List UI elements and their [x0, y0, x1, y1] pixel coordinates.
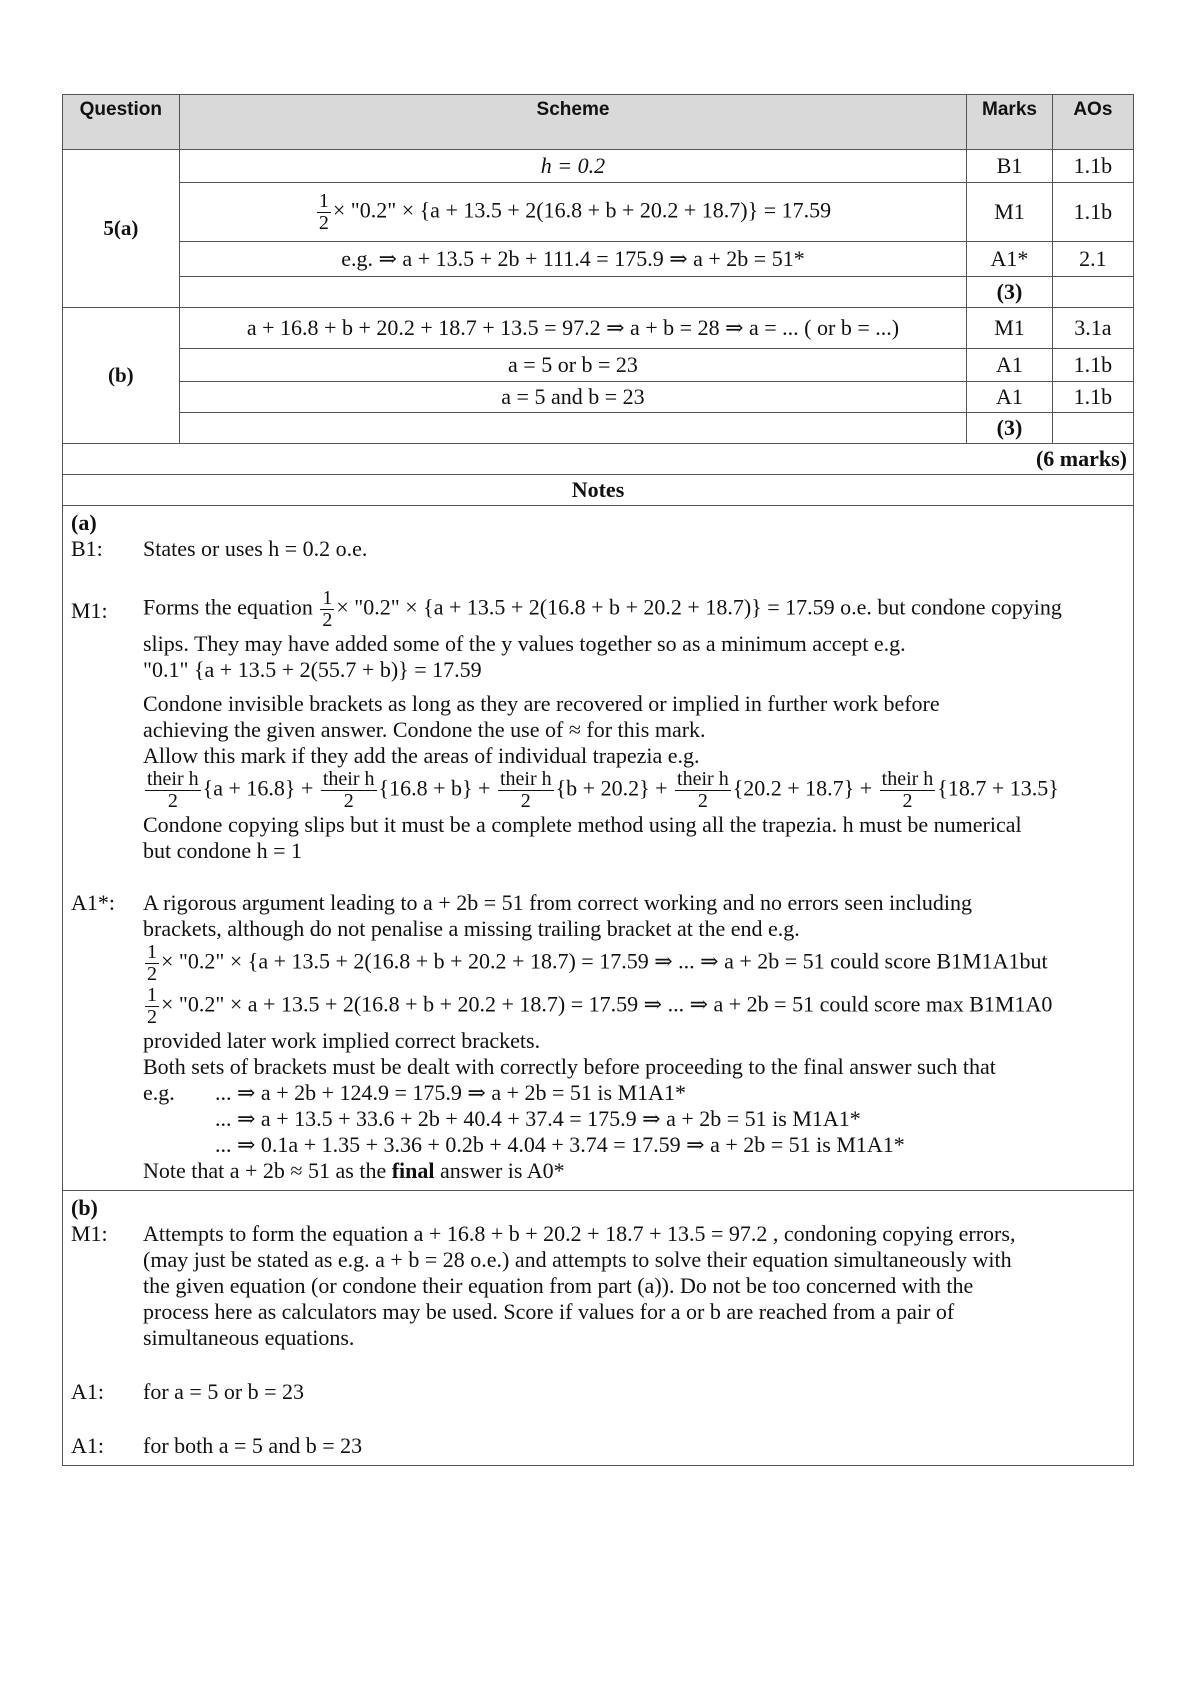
marks-subtotal: (3) [967, 277, 1052, 308]
table-row [63, 413, 1134, 444]
note-label: A1: [71, 1379, 104, 1404]
scheme-table [62, 94, 1134, 506]
question-label-5a: 5(a) [63, 150, 180, 308]
note-b-m1 [71, 1221, 1125, 1351]
note-line: but condone h = 1 [143, 838, 303, 863]
note-text: A rigorous argument leading to a + 2b = 51 from correct working and no errors seen including [143, 890, 973, 915]
fraction-numerator: 1 [147, 941, 157, 963]
ao-cell [1052, 413, 1133, 444]
trapezium-term: {b + 20.2} + [555, 775, 668, 801]
example-line: ... ⇒ 0.1a + 1.35 + 3.36 + 0.2b + 4.04 + 3.74 = 17.59 ⇒ a + 2b = 51 is M1A1* [215, 1132, 905, 1157]
note-line: Attempts to form the equation a + 16.8 + b + 20.2 + 18.7 + 13.5 = 97.2 , condoning copying errors, [143, 1221, 1016, 1246]
notes-part-b [63, 1190, 1133, 1465]
header-marks: Marks [967, 95, 1052, 150]
marks-cell: A1 [967, 349, 1052, 382]
marks-cell: A1* [967, 242, 1052, 277]
note-label: A1*: [71, 890, 115, 915]
notes-heading-row [63, 475, 1134, 506]
table-row [63, 150, 1134, 183]
header-scheme: Scheme [179, 95, 967, 150]
trapezium-term: {16.8 + b} + [378, 775, 491, 801]
scheme-cell: e.g. ⇒ a + 13.5 + 2b + 111.4 = 175.9 ⇒ a + 2b = 51* [179, 242, 967, 277]
note-bold: final [391, 1158, 435, 1183]
note-text: States or uses h = 0.2 o.e. [143, 536, 368, 561]
fraction-denominator: 2 [697, 790, 708, 812]
note-line: Condone invisible brackets as long as they are recovered or implied in further work before [143, 691, 940, 716]
part-b-heading: (b) [71, 1195, 98, 1220]
ao-cell: 1.1b [1052, 150, 1133, 183]
fraction-numerator: 1 [318, 189, 329, 212]
fraction-numerator: their h [147, 768, 199, 790]
note-line [143, 1158, 1125, 1184]
fraction-numerator: their h [677, 768, 729, 790]
note-line: slips. They may have added some of the y values together so as a minimum accept e.g. [143, 631, 906, 656]
eg-label: e.g. [143, 1080, 175, 1105]
trapezium-term: {20.2 + 18.7} + [732, 775, 873, 801]
fraction-denominator: 2 [147, 1006, 157, 1028]
note-line: achieving the given answer. Condone the use of ≈ for this mark. [143, 717, 706, 742]
marks-cell: M1 [967, 308, 1052, 349]
note-line: Condone copying slips but it must be a complete method using all the trapezia. h must be numerical [143, 812, 1022, 837]
table-row [63, 349, 1134, 382]
header-question: Question [63, 95, 180, 150]
part-a-heading: (a) [71, 510, 97, 535]
fraction [145, 985, 159, 1028]
fraction-denominator: 2 [147, 963, 157, 985]
fraction-denominator: 2 [520, 790, 531, 812]
ao-cell: 1.1b [1052, 382, 1133, 413]
note-line: the given equation (or condone their equation from part (a)). Do not be too concerned with the [143, 1273, 974, 1298]
note-text: for a = 5 or b = 23 [143, 1379, 305, 1404]
note-line: Both sets of brackets must be dealt with correctly before proceeding to the final answer such that [143, 1054, 996, 1079]
scheme-equation: × "0.2" × {a + 13.5 + 2(16.8 + b + 20.2 + 18.7)} = 17.59 [332, 197, 832, 223]
note-line: simultaneous equations. [143, 1325, 355, 1350]
ao-cell: 1.1b [1052, 183, 1133, 242]
fraction-denominator: 2 [167, 790, 178, 812]
fraction [320, 588, 334, 631]
fraction-numerator: 1 [147, 984, 157, 1006]
scheme-cell [179, 183, 967, 242]
note-label: M1: [71, 1221, 108, 1246]
header-aos: AOs [1052, 95, 1133, 150]
fraction-denominator: 2 [322, 609, 333, 631]
note-text [143, 588, 1125, 631]
note-line: "0.1" {a + 13.5 + 2(55.7 + b)} = 17.59 [143, 657, 482, 682]
m1-details [71, 631, 1125, 864]
equation-text: × "0.2" × {a + 13.5 + 2(16.8 + b + 20.2 + 18.7) = 17.59 ⇒ ... ⇒ a + 2b = 51 could score B1M1A1but [161, 948, 1048, 974]
ao-cell: 3.1a [1052, 308, 1133, 349]
fraction-numerator: 1 [322, 587, 333, 609]
a1-equation [143, 985, 1125, 1028]
note-text [143, 1221, 1125, 1351]
m1-pre: Forms the equation [143, 594, 313, 620]
note-a1-star [71, 890, 1125, 916]
examples-list [215, 1080, 1125, 1158]
scheme-cell [179, 413, 967, 444]
fraction [321, 769, 377, 812]
note-text: for both a = 5 and b = 23 [143, 1433, 363, 1458]
scheme-cell: h = 0.2 [179, 150, 967, 183]
table-header-row [63, 95, 1134, 150]
table-row [63, 308, 1134, 349]
mark-scheme [62, 94, 1134, 1466]
marks-cell: A1 [967, 382, 1052, 413]
example-line: ... ⇒ a + 13.5 + 33.6 + 2b + 40.4 + 37.4 = 175.9 ⇒ a + 2b = 51 is M1A1* [215, 1106, 861, 1131]
note-label: A1: [71, 1433, 104, 1458]
note-fragment: answer is A0* [440, 1158, 565, 1183]
ao-cell: 1.1b [1052, 349, 1133, 382]
note-label: M1: [71, 598, 108, 623]
fraction [498, 769, 554, 812]
table-row [63, 382, 1134, 413]
note-b1 [71, 536, 1125, 562]
marks-subtotal: (3) [967, 413, 1052, 444]
note-fragment: Note that a + 2b ≈ 51 as the [143, 1158, 387, 1183]
ao-cell [1052, 277, 1133, 308]
fraction [317, 191, 331, 234]
note-line: (may just be stated as e.g. a + b = 28 o.e.) and attempts to solve their equation simultaneously with [143, 1247, 1012, 1272]
note-line: process here as calculators may be used. Score if values for a or b are reached from a pair of [143, 1299, 955, 1324]
notes-part-a [63, 506, 1133, 1190]
table-row [63, 183, 1134, 242]
note-b-a1-both [71, 1433, 1125, 1459]
scheme-cell: a = 5 and b = 23 [179, 382, 967, 413]
fraction [880, 769, 936, 812]
fraction-numerator: their h [881, 768, 934, 790]
scheme-cell: a = 5 or b = 23 [179, 349, 967, 382]
note-line: provided later work implied correct brackets. [143, 1028, 541, 1053]
marks-cell: M1 [967, 183, 1052, 242]
notes-section [62, 506, 1134, 1466]
a1-details [71, 916, 1125, 1184]
fraction [675, 769, 731, 812]
trapezium-term: {a + 16.8} + [202, 775, 314, 801]
equation-text: × "0.2" × a + 13.5 + 2(16.8 + b + 20.2 + 18.7) = 17.59 ⇒ ... ⇒ a + 2b = 51 could score max B1M1A0 [161, 991, 1053, 1017]
total-marks: (6 marks) [63, 444, 1134, 475]
a1-equation [143, 942, 1125, 985]
example-line: ... ⇒ a + 2b + 124.9 = 175.9 ⇒ a + 2b = 51 is M1A1* [215, 1080, 687, 1105]
table-row [63, 277, 1134, 308]
note-m1 [71, 588, 1125, 631]
fraction [145, 769, 201, 812]
fraction-denominator: 2 [343, 790, 354, 812]
trapezia-sum [143, 769, 1125, 812]
note-line: Allow this mark if they add the areas of individual trapezia e.g. [143, 743, 700, 768]
m1-equation: × "0.2" × {a + 13.5 + 2(16.8 + b + 20.2 + 18.7)} = 17.59 o.e. but condone copying [336, 594, 1062, 620]
ao-cell: 2.1 [1052, 242, 1133, 277]
table-row [63, 242, 1134, 277]
note-label: B1: [71, 536, 103, 561]
fraction-denominator: 2 [318, 211, 329, 234]
scheme-cell [179, 277, 967, 308]
notes-heading: Notes [63, 475, 1134, 506]
a1-examples [143, 1080, 1125, 1158]
total-row [63, 444, 1134, 475]
trapezium-term: {18.7 + 13.5} [937, 775, 1059, 801]
fraction-numerator: their h [322, 768, 375, 790]
fraction [145, 942, 159, 985]
fraction-numerator: their h [499, 768, 552, 790]
note-line: brackets, although do not penalise a missing trailing bracket at the end e.g. [143, 916, 800, 941]
fraction-denominator: 2 [902, 790, 913, 812]
marks-cell: B1 [967, 150, 1052, 183]
question-label-b: (b) [63, 308, 180, 444]
scheme-cell: a + 16.8 + b + 20.2 + 18.7 + 13.5 = 97.2 ⇒ a + b = 28 ⇒ a = ... ( or b = ...) [179, 308, 967, 349]
note-b-a1 [71, 1379, 1125, 1405]
